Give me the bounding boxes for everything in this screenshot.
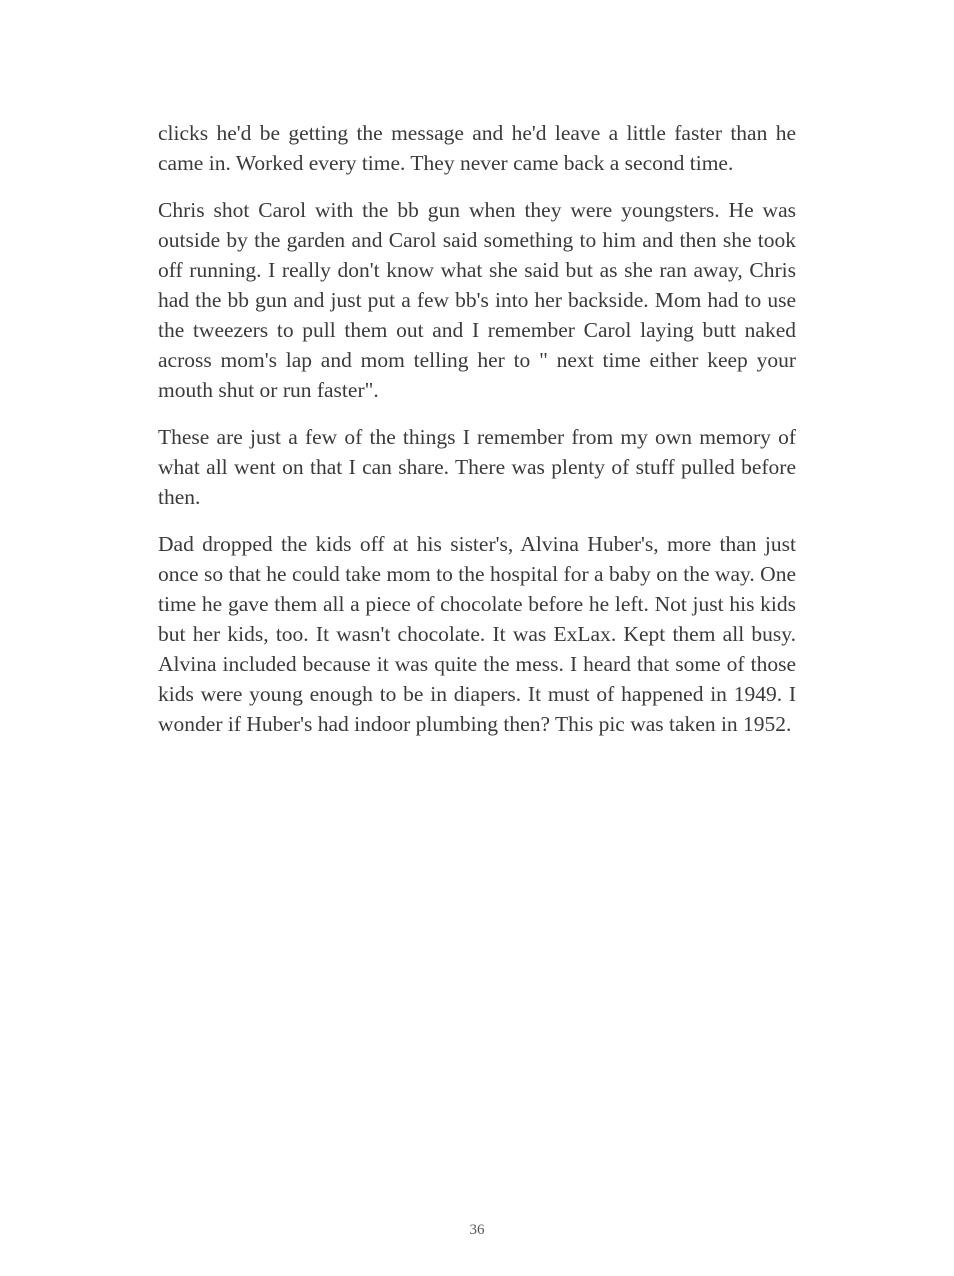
page-number: 36: [469, 1222, 485, 1238]
paragraph-1: clicks he'd be getting the message and he'd leave a little faster than he came in. Worked every time. They never came back a second time.: [158, 121, 796, 175]
body-text: [158, 118, 796, 756]
paragraph-2: Chris shot Carol with the bb gun when they were youngsters. He was outside by the garden and Carol said something to him and then she took off running. I really don't know what she said but as she ran away, Chris had the bb gun and just put a few bb's into her backside. Mom had to use the tweezers to pull them out and I remember Carol laying butt naked across mom's lap and mom telling her to " next time either keep your mouth shut or run faster".: [158, 198, 796, 402]
paragraph-4: Dad dropped the kids off at his sister's, Alvina Huber's, more than just once so that he could take mom to the hospital for a baby on the way. One time he gave them all a piece of chocolate before he left. Not just his kids but her kids, too. It wasn't chocolate. It was ExLax. Kept them all busy. Alvina included because it was quite the mess. I heard that some of those kids were young enough to be in diapers. It must of happened in 1949. I wonder if Huber's had indoor plumbing then? This pic was taken in 1952.: [158, 532, 796, 736]
paragraph-3: These are just a few of the things I remember from my own memory of what all went on that I can share. There was plenty of stuff pulled before then.: [158, 425, 796, 509]
